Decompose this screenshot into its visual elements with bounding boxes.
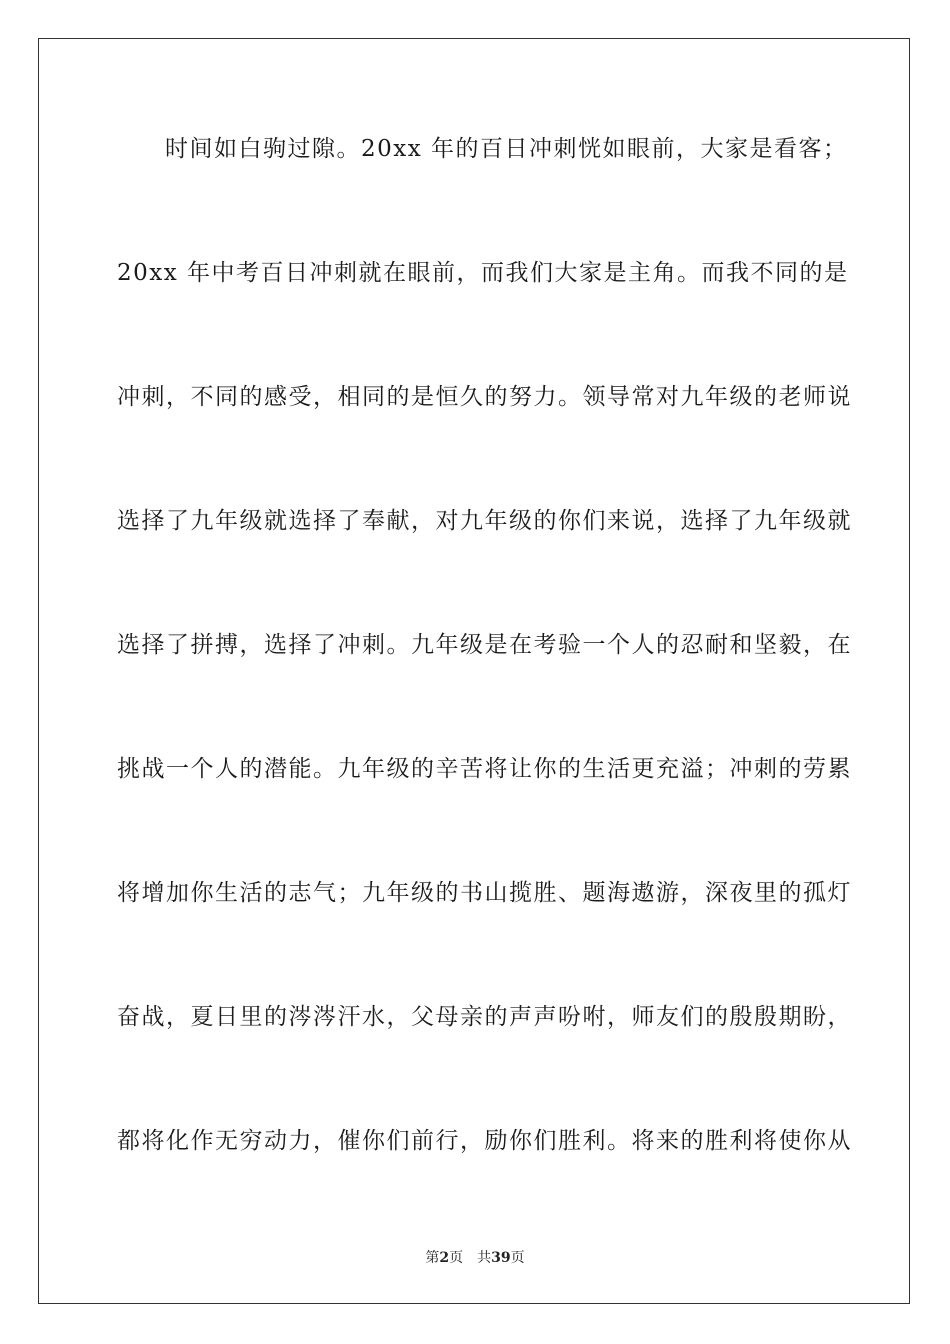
page-suffix: 页 [449,1250,464,1266]
text-line-8: 奋战，夏日里的涔涔汗水，父母亲的声声吩咐，师友们的殷殷期盼， [117,1004,852,1030]
text-line-9: 都将化作无穷动力，催你们前行，励你们胜利。将来的胜利将使你从 [117,1128,852,1154]
total-pages: 39 [491,1250,511,1266]
total-prefix: 共 [477,1250,492,1266]
text-line-7: 将增加你生活的志气；九年级的书山揽胜、题海遨游，深夜里的孤灯 [117,880,852,906]
page-prefix: 第 [425,1250,440,1266]
text-line-4: 选择了九年级就选择了奉献，对九年级的你们来说，选择了九年级就 [117,508,852,534]
text-line-5: 选择了拼搏，选择了冲刺。九年级是在考验一个人的忍耐和坚毅，在 [117,632,852,658]
page-footer [0,1247,950,1267]
text-line-3: 冲刺，不同的感受，相同的是恒久的努力。领导常对九年级的老师说 [117,384,852,410]
text-line-2: 20xx 年中考百日冲刺就在眼前，而我们大家是主角。而我不同的是 [117,260,849,286]
text-line-6: 挑战一个人的潜能。九年级的辛苦将让你的生活更充溢；冲刺的劳累 [117,756,852,782]
body-text [117,120,852,1236]
total-suffix: 页 [510,1250,525,1266]
page-number: 2 [439,1250,450,1266]
text-line-1: 时间如白驹过隙。20xx 年的百日冲刺恍如眼前，大家是看客； [165,136,848,162]
